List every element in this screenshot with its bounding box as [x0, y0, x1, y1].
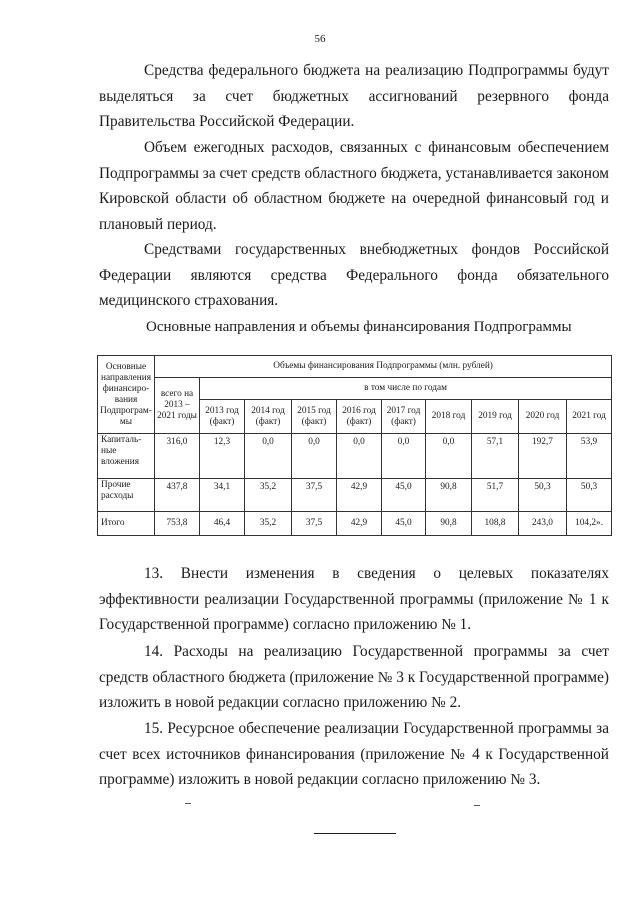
cell-value: 42,9 [337, 479, 382, 512]
cell-value: 57,1 [472, 434, 519, 479]
scan-speck [474, 805, 480, 806]
cell-value: 53,9 [567, 434, 612, 479]
paragraph-item-13: 13. Внести изменения в сведения о целевых показателях эффективности реализации Государственной программы (приложение № 1 к Государственной программе) согласно приложению № 1. [99, 565, 609, 633]
cell-value: 35,2 [245, 512, 292, 536]
cell-value: 45,0 [382, 512, 426, 536]
paragraph-federal-budget: Средства федерального бюджета на реализацию Подпрограммы будут выделяться за счет бюджетных ассигнований резервного фонда Правительства Российской Федерации. [99, 62, 609, 130]
cell-value: 51,7 [472, 479, 519, 512]
header-year: 2015 год (факт) [292, 400, 337, 434]
cell-value: 90,8 [426, 479, 472, 512]
header-volumes: Объемы финансирования Подпрограммы (млн. рублей) [155, 356, 612, 378]
cell-value: 0,0 [382, 434, 426, 479]
table-header-row-1 [98, 356, 612, 378]
header-year: 2014 год (факт) [245, 400, 292, 434]
cell-value: 90,8 [426, 512, 472, 536]
header-total: всего на 2013 – 2021 годы [155, 378, 200, 434]
header-by-years: в том числе по годам [200, 378, 612, 400]
cell-total: 316,0 [155, 434, 200, 479]
scan-speck [185, 803, 191, 804]
cell-value: 0,0 [292, 434, 337, 479]
closing-rule [314, 833, 396, 834]
cell-value: 12,3 [200, 434, 245, 479]
header-year: 2016 год (факт) [337, 400, 382, 434]
cell-value: 0,0 [245, 434, 292, 479]
page-number: 56 [314, 33, 326, 45]
cell-value: 192,7 [519, 434, 567, 479]
row-label: Капиталь-ные вложения [98, 434, 155, 479]
paragraph-extra-budget-funds: Средствами государственных внебюджетных фондов Российской Федерации являются средства Федерального фонда обязательного медицинского страхования. [99, 241, 609, 309]
header-year: 2019 год [472, 400, 519, 434]
cell-value: 34,1 [200, 479, 245, 512]
cell-value: 0,0 [337, 434, 382, 479]
table-row [98, 434, 612, 479]
cell-total: 437,8 [155, 479, 200, 512]
cell-value: 42,9 [337, 512, 382, 536]
paragraph-item-14: 14. Расходы на реализацию Государственной программы за счет средств областного бюджета (приложение № 3 к Государственной программе) изложить в новой редакции согласно приложению № 2. [99, 643, 609, 711]
row-label: Итого [98, 512, 155, 536]
header-year: 2013 год (факт) [200, 400, 245, 434]
table-header-row-2 [98, 378, 612, 400]
table-row-total [98, 512, 612, 536]
cell-value: 50,3 [567, 479, 612, 512]
table-row [98, 479, 612, 512]
header-year: 2018 год [426, 400, 472, 434]
header-directions: Основные направления финансиро-вания Подпрограм-мы [98, 356, 155, 434]
cell-value: 37,5 [292, 479, 337, 512]
table-caption: Основные направления и объемы финансирования Подпрограммы [146, 319, 572, 335]
cell-value: 108,8 [472, 512, 519, 536]
cell-value: 37,5 [292, 512, 337, 536]
cell-value: 104,2». [567, 512, 612, 536]
paragraph-item-15: 15. Ресурсное обеспечение реализации Государственной программы за счет всех источников финансирования (приложение № 4 к Государственной программе) изложить в новой редакции согласно приложению № 3. [99, 720, 609, 788]
header-year: 2017 год (факт) [382, 400, 426, 434]
cell-value: 50,3 [519, 479, 567, 512]
cell-value: 35,2 [245, 479, 292, 512]
cell-value: 46,4 [200, 512, 245, 536]
cell-value: 243,0 [519, 512, 567, 536]
cell-value: 0,0 [426, 434, 472, 479]
financing-table [97, 355, 612, 536]
header-year: 2020 год [519, 400, 567, 434]
cell-total: 753,8 [155, 512, 200, 536]
header-year: 2021 год [567, 400, 612, 434]
row-label: Прочие расходы [98, 479, 155, 512]
paragraph-regional-budget: Объем ежегодных расходов, связанных с финансовым обеспечением Подпрограммы за счет средств областного бюджета, устанавливается законом Кировской области об областном бюджете на очередной финансовый год и плановый период. [99, 139, 609, 233]
cell-value: 45,0 [382, 479, 426, 512]
